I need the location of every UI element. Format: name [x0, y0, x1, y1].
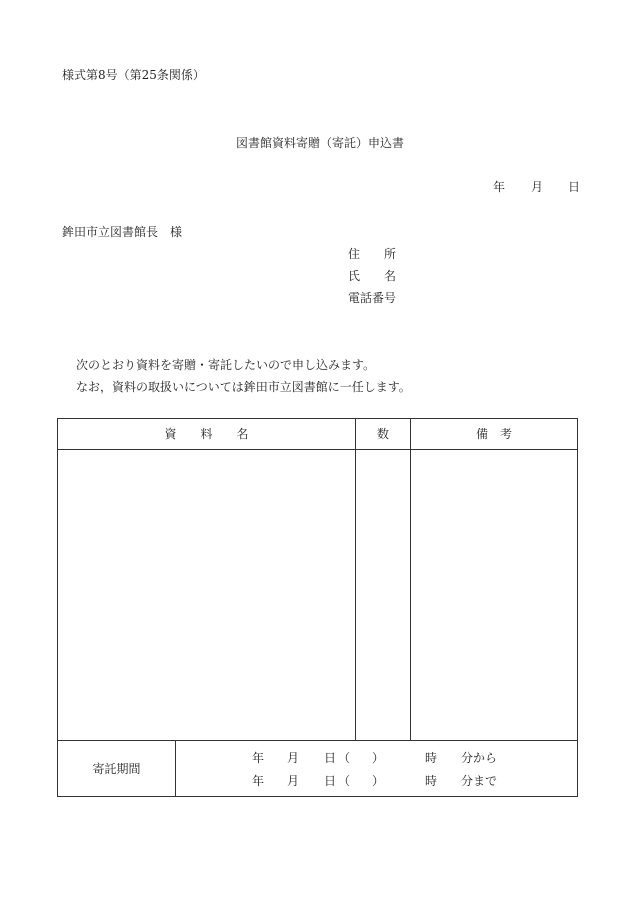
end-weekday-open: （	[338, 774, 351, 788]
end-minute-label: 分まで	[461, 774, 498, 788]
start-weekday-open: （	[338, 751, 351, 765]
period-column-divider	[175, 740, 176, 796]
date-month-label: 月	[531, 180, 544, 194]
end-month-label: 月	[287, 774, 300, 788]
start-weekday-close: ）	[372, 751, 385, 765]
header-quantity: 数	[376, 427, 389, 441]
start-year-label: 年	[252, 751, 265, 765]
start-month-label: 月	[287, 751, 300, 765]
end-weekday-close: ）	[372, 774, 385, 788]
table-border-bottom	[57, 796, 578, 797]
header-material-name: 資 料 名	[164, 427, 249, 441]
name-label: 氏 名	[348, 269, 397, 283]
addressee: 鉾田市立図書館長 様	[62, 225, 183, 239]
header-divider	[57, 449, 577, 450]
end-day-label: 日	[324, 774, 337, 788]
column-divider-1	[355, 418, 356, 740]
body-line-1: 次のとおり資料を寄贈・寄託したいので申し込みます。	[76, 358, 376, 372]
form-number: 様式第8号（第25条関係）	[62, 68, 205, 82]
address-label: 住 所	[348, 247, 397, 261]
start-hour-label: 時	[425, 751, 438, 765]
start-minute-label: 分から	[461, 751, 498, 765]
table-border-right	[577, 418, 578, 796]
header-remarks: 備 考	[475, 427, 512, 441]
start-day-label: 日	[324, 751, 337, 765]
form-title: 図書館資料寄贈（寄託）申込書	[235, 136, 404, 150]
column-divider-2	[410, 418, 411, 740]
end-year-label: 年	[252, 774, 265, 788]
body-line-2: なお，資料の取扱いについては鉾田市立図書館に一任します。	[76, 380, 411, 394]
deposit-period-label: 寄託期間	[92, 761, 141, 776]
date-year-label: 年	[493, 180, 506, 194]
phone-label: 電話番号	[348, 291, 397, 305]
end-hour-label: 時	[425, 774, 438, 788]
date-day-label: 日	[568, 180, 581, 194]
